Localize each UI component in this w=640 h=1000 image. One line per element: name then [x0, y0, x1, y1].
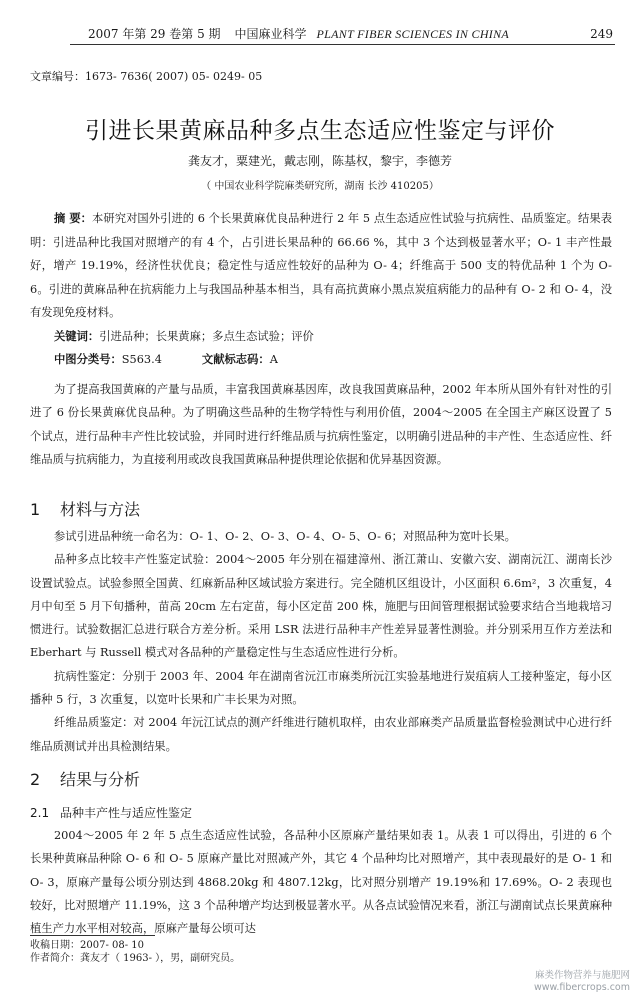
clc-label: 中图分类号： — [54, 353, 122, 366]
issue-info: 2007 年第 29 卷第 5 期 — [88, 27, 221, 41]
section-2-title: 结果与分析 — [60, 770, 141, 789]
doc-code-value: A — [269, 353, 278, 366]
watermark-line-2: www.fibercrops.com — [533, 982, 630, 993]
abstract — [30, 207, 612, 372]
section-2-number: 2 — [30, 770, 41, 789]
header-left — [88, 26, 509, 42]
keywords-label: 关键词： — [54, 329, 100, 343]
watermark-line-1: 麻类作物营养与施肥网 — [534, 970, 630, 981]
paragraph: 抗病性鉴定：分别于 2003 年、2004 年在湖南省沅江市麻类所沅江实验基地进行炭疽病人工接种鉴定，每小区播种 5 行，3 次重复，以宽叶长果和广丰长果为对照。 — [30, 669, 612, 707]
running-header — [70, 24, 615, 45]
paper-title: 引进长果黄麻品种多点生态适应性鉴定与评价 — [85, 118, 555, 144]
page-number: 249 — [590, 27, 613, 41]
author-bio: 作者简介：龚友才（ 1963- ），男，副研究员。 — [30, 953, 241, 964]
watermark — [534, 970, 630, 994]
authors: 龚友才，粟建光，戴志刚，陈基权，黎宇，李德芳 — [187, 154, 452, 168]
subsection-2-1-heading — [30, 804, 192, 821]
paragraph: 参试引进品种统一命名为：O- 1、O- 2、O- 3、O- 4、O- 5、O- 6；对照品种为宽叶长果。 — [54, 530, 516, 543]
paragraph: 纤维品质鉴定：对 2004 年沅江试点的测产纤维进行随机取样，由农业部麻类产品质量监督检验测试中心进行纤维品质测试并出具检测结果。 — [30, 716, 612, 753]
intro-paragraph: 为了提高我国黄麻的产量与品质，丰富我国黄麻基因库，改良我国黄麻品种，2002 年本所从国外有针对性的引进了 6 份长果黄麻优良品种。为了明确这些品种的生物学特性与利用价值，2004～2005 在全国主产麻区设置了 5 个试点，进行品种丰产性比较试验，并同时进行纤维品质与抗病性鉴定，以明确引进品种的丰产性、生态适应性、纤维品质与抗病能力，为直接利用或改良我国黄麻品种提供理论依据和优异基因资源。 — [30, 383, 612, 466]
section-1-number: 1 — [30, 500, 41, 519]
abstract-text: 本研究对国外引进的 6 个长果黄麻优良品种进行 2 年 5 点生态适应性试验与抗病性、品质鉴定。结果表明：引进品种比我国对照增产的有 4 个，占引进长果品种的 66.66 %，其中 3 个达到极显著水平；O- 1 丰产性最好，增产 19.19%，经济性状优良；稳定性与适应性较好的品种为 O- 4；纤维高于 500 支的特优品种 1 个为 O- 6。引进的黄麻品种在抗病能力上与我国品种基本相当，具有高抗黄麻小黑点炭疽病能力的品种有 O- 2 和 O- 4，没有发现免疫材料。 — [30, 212, 612, 319]
paragraph: 2004～2005 年 2 年 5 点生态适应性试验，各品种小区原麻产量结果如表 1。从表 1 可以得出，引进的 6 个长果种黄麻品种除 O- 6 和 O- 5 原麻产量比对照减产外，其它 4 个品种均比对照增产，其中表现最好的是 O- 1 和 O- 3，原麻产量每公顷分别达到 4868.20kg 和 4807.12kg，比对照分别增产 19.19%和 17.69%。O- 2 表现也较好，比对照增产 11.19%，这 3 个品种增产均达到极显著水平。从各点试验情况来看，浙江与湖南试点长果黄麻种植生产力水平相对较高，原麻产量每公顷可达 — [30, 829, 612, 936]
doc-code-label: 文献标志码： — [201, 353, 270, 366]
article-number: 文章编号：1673- 7636( 2007) 05- 0249- 05 — [30, 70, 263, 83]
footnote-rule — [30, 935, 155, 936]
journal-name-cn: 中国麻业科学 — [234, 27, 307, 41]
introduction — [30, 378, 612, 471]
subsection-number: 2.1 — [30, 806, 50, 820]
section-1-body — [30, 525, 612, 758]
classification-line — [30, 348, 612, 372]
section-1-heading — [30, 497, 140, 520]
subsection-title: 品种丰产性与适应性鉴定 — [60, 806, 193, 820]
keywords — [30, 325, 612, 349]
abstract-paragraph — [30, 207, 612, 325]
section-2-heading — [30, 767, 140, 790]
footnote — [30, 939, 240, 965]
affiliation: （ 中国农业科学院麻类研究所，湖南 长沙 410205） — [201, 181, 439, 192]
paragraph: 品种多点比较丰产性鉴定试验：2004～2005 年分别在福建漳州、浙江萧山、安徽六安、湖南沅江、湖南长沙设置试验点。试验参照全国黄、红麻新品种区域试验方案进行。完全随机区组设计，小区面积 6.6m²，3 次重复，4 月中旬至 5 月下旬播种，苗高 20cm 左右定苗，每小区定苗 200 株，施肥与田间管理根据试验要求结合当地栽培习惯进行。试验数据汇总进行联合方差分析。采用 LSR 法进行品种丰产性差异显著性测验。并分别采用互作方差法和 Eberhart 与 Russell 模式对各品种的产量稳定性与生态适应性进行分析。 — [30, 553, 612, 660]
section-1-title: 材料与方法 — [60, 500, 141, 519]
section-2-body — [30, 824, 612, 940]
clc-value: S563.4 — [121, 353, 162, 366]
abstract-label: 摘 要： — [54, 212, 93, 225]
received-date: 收稿日期：2007- 08- 10 — [30, 940, 145, 951]
journal-name-en: PLANT FIBER SCIENCES IN CHINA — [316, 27, 510, 41]
keywords-text: 引进品种；长果黄麻；多点生态试验；评价 — [99, 329, 314, 343]
